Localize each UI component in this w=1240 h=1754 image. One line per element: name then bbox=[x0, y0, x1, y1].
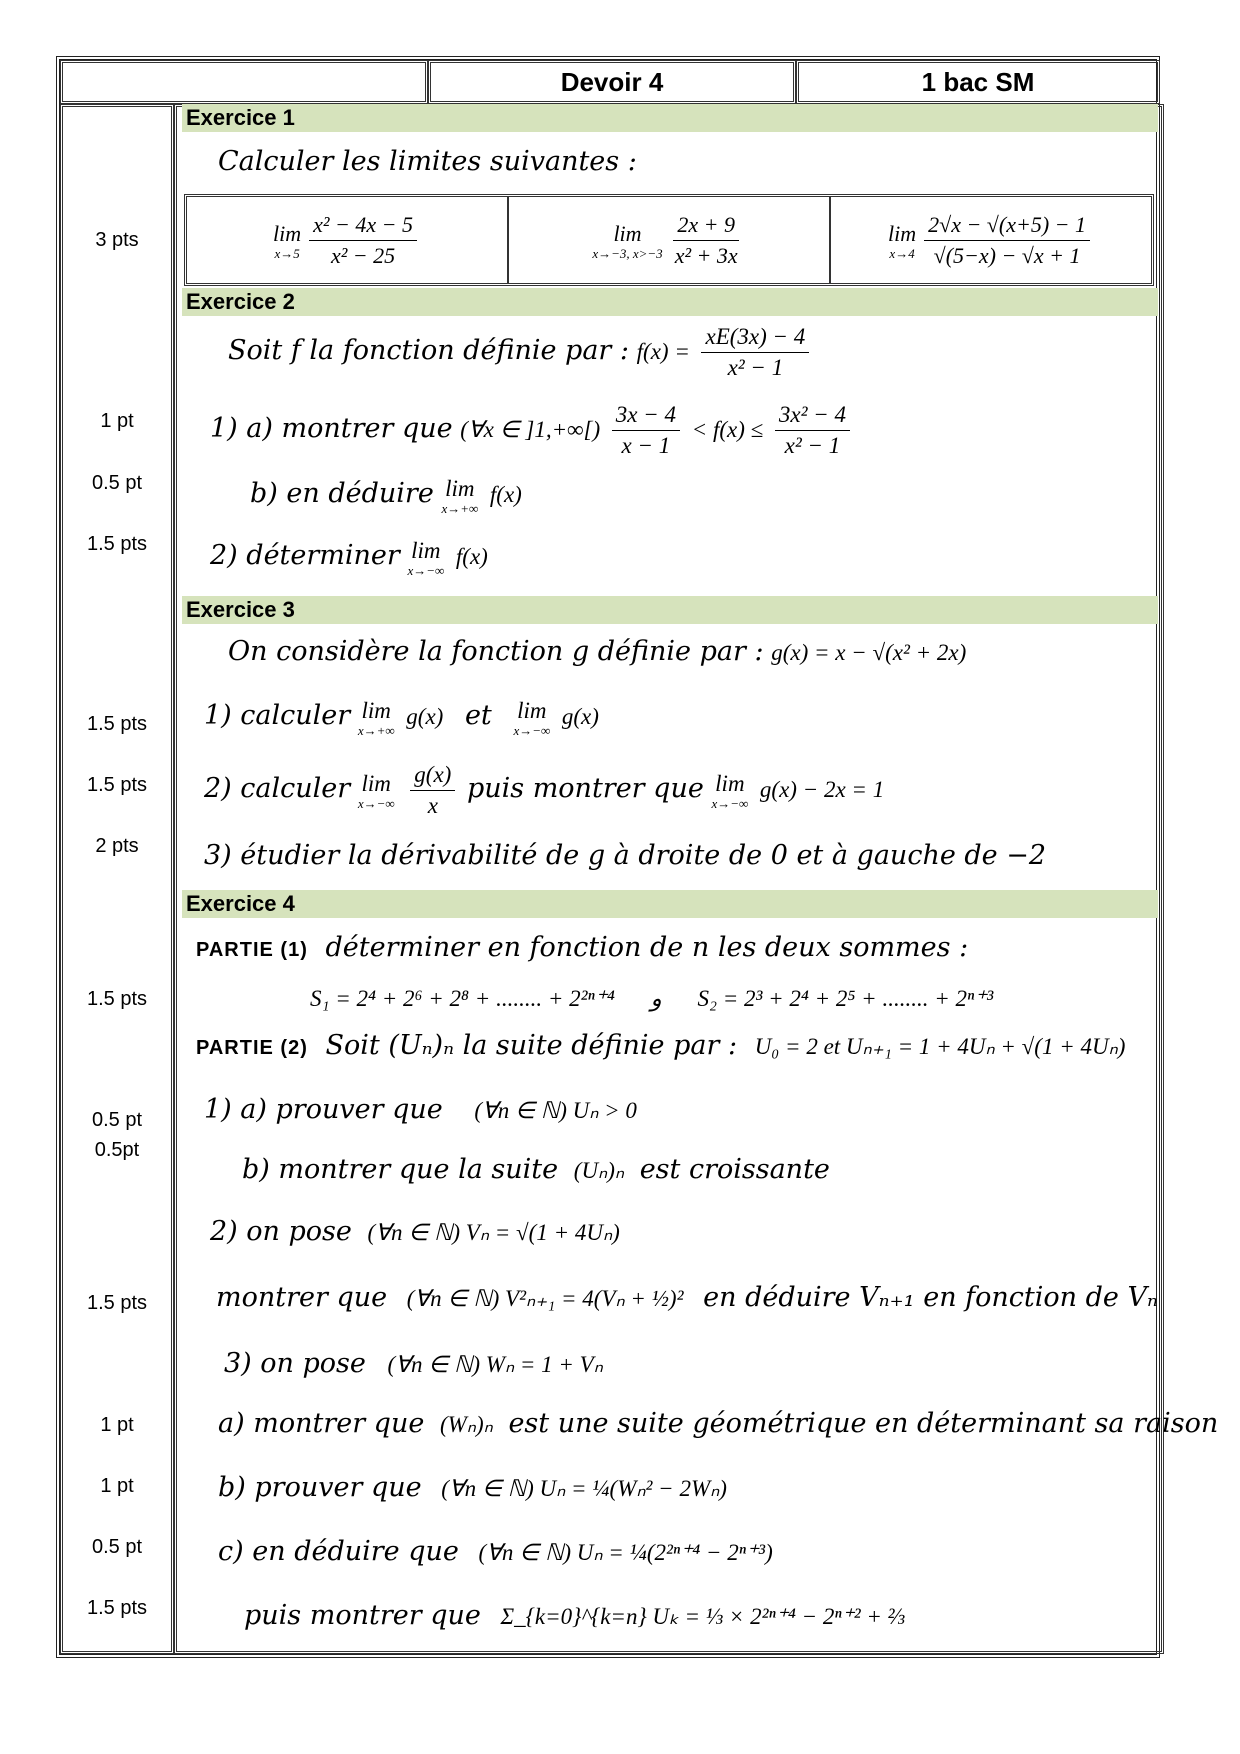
header-title: Devoir 4 bbox=[428, 60, 796, 104]
exercise-1-intro: Calculer les limites suivantes : bbox=[218, 146, 637, 177]
exercise-4-partie-1: PARTIE (1) déterminer en fonction de n les deux sommes : bbox=[196, 932, 969, 963]
lim-operator: lim x→5 bbox=[273, 220, 302, 261]
exercise-1-title: Exercice 1 bbox=[182, 104, 1158, 132]
points-label: 1.5 pts bbox=[86, 774, 148, 796]
exercise-2-q1a: 1) a) montrer que (∀x ∈ ]1,+∞[) $\frac{3x - 4}{x - 1}$ < f(x) ≤ $\frac{\text{3x² − 4}}{\text{x² − 1}}$ bbox=[210, 400, 854, 461]
points-label: 1.5 pts bbox=[86, 533, 148, 555]
points-label: 0.5pt bbox=[94, 1139, 140, 1161]
points-label: 1.5 pts bbox=[86, 713, 148, 735]
points-label: 1 pt bbox=[100, 1414, 134, 1436]
exercise-3-q2: 2) calculer lim x→−∞ $\frac{g(x)}{x}$ puis montrer que lim x→−∞ g(x) − 2x = 1 bbox=[204, 762, 885, 818]
lim-operator: lim x→4 bbox=[888, 220, 917, 261]
points-label: 3 pts bbox=[95, 229, 139, 251]
points-label: 0.5 pt bbox=[91, 1109, 143, 1131]
header-blank-cell bbox=[60, 60, 428, 104]
exercise-4-q1b: b) montrer que la suite (Uₙ)ₙ est croissante bbox=[242, 1154, 830, 1185]
exercise-2-q1b: b) en déduire lim x→+∞ f(x) bbox=[250, 476, 522, 516]
points-label: 2 pts bbox=[95, 835, 139, 857]
exercise-3-q1: 1) calculer lim x→+∞ g(x) et lim x→−∞ g(x) bbox=[204, 698, 599, 738]
exercise-3-title: Exercice 3 bbox=[182, 596, 1158, 624]
exercise-4-q3d: puis montrer que Σ_{k=0}^{k=n} Uₖ = ⅓ × 2²ⁿ⁺⁴ − 2ⁿ⁺² + ⅔ bbox=[244, 1600, 905, 1631]
limits-table bbox=[184, 194, 1154, 286]
limit-cell-3 bbox=[831, 197, 1151, 283]
limit-cell-1 bbox=[187, 197, 509, 283]
exercise-2-title: Exercice 2 bbox=[182, 288, 1158, 316]
points-label: 1.5 pts bbox=[86, 1597, 148, 1619]
limit-cell-2 bbox=[509, 197, 831, 283]
exercise-4-q3b: b) prouver que (∀n ∈ ℕ) Uₙ = ¼(Wₙ² − 2Wₙ) bbox=[218, 1472, 727, 1503]
exercise-3-q3: 3) étudier la dérivabilité de g à droite de 0 et à gauche de −2 bbox=[204, 840, 1047, 871]
exercise-2-q2: 2) déterminer lim x→−∞ f(x) bbox=[210, 538, 488, 578]
points-label: 1.5 pts bbox=[86, 988, 148, 1010]
exercise-4-q3: 3) on pose (∀n ∈ ℕ) Wₙ = 1 + Vₙ bbox=[224, 1348, 603, 1379]
exercise-4-title: Exercice 4 bbox=[182, 890, 1158, 918]
points-label: 0.5 pt bbox=[91, 472, 143, 494]
limit-fraction: $\frac{2√x - √(x+5) - 1}{√(5-x) - √x + 1}$ bbox=[924, 210, 1090, 271]
points-label: 1 pt bbox=[100, 1475, 134, 1497]
header-class: 1 bac SM bbox=[796, 60, 1160, 104]
exercise-4-q2: 2) on pose (∀n ∈ ℕ) Vₙ = √(1 + 4Uₙ) bbox=[210, 1216, 620, 1247]
points-label: 0.5 pt bbox=[91, 1536, 143, 1558]
exercise-4-q3a: a) montrer que (Wₙ)ₙ est une suite géométrique en déterminant sa raison bbox=[218, 1408, 1219, 1439]
limit-fraction: $\frac{\text{x² − 4x − 5}}{\text{x² − 25}}$ bbox=[309, 210, 417, 271]
lim-operator: lim x→−3, x>−3 bbox=[592, 220, 663, 261]
limit-fraction: $\frac{2x + 9}{\text{x² + 3x}}$ bbox=[674, 211, 738, 268]
exercise-4-q1a: 1) a) prouver que (∀n ∈ ℕ) Uₙ > 0 bbox=[204, 1094, 637, 1125]
exercise-2-intro: Soit f la fonction définie par : f(x) = $\frac{xE(3x) - 4}{\text{x² − 1}}$ bbox=[228, 322, 813, 383]
exercise-4-q3c: c) en déduire que (∀n ∈ ℕ) Uₙ = ¼(2²ⁿ⁺⁴ − 2ⁿ⁺³) bbox=[218, 1536, 773, 1567]
points-label: 1.5 pts bbox=[86, 1292, 148, 1314]
points-label: 1 pt bbox=[100, 410, 134, 432]
exercise-4-sums: S₁ = 2⁴ + 2⁶ + 2⁸ + ........ + 2²ⁿ⁺⁴ و S₂ = 2³ + 2⁴ + 2⁵ + ........ + 2ⁿ⁺³ bbox=[310, 986, 994, 1011]
exercise-3-intro: On considère la fonction g définie par : g(x) = x − √(x² + 2x) bbox=[228, 636, 967, 667]
exercise-4-partie-2: PARTIE (2) Soit (Uₙ)ₙ la suite définie par : U₀ = 2 et Uₙ₊₁ = 1 + 4Uₙ + √(1 + 4Uₙ) bbox=[196, 1030, 1126, 1061]
exercise-4-q2-show: montrer que (∀n ∈ ℕ) V²ₙ₊₁ = 4(Vₙ + ½)² en déduire Vₙ₊₁ en fonction de Vₙ bbox=[216, 1282, 1158, 1313]
